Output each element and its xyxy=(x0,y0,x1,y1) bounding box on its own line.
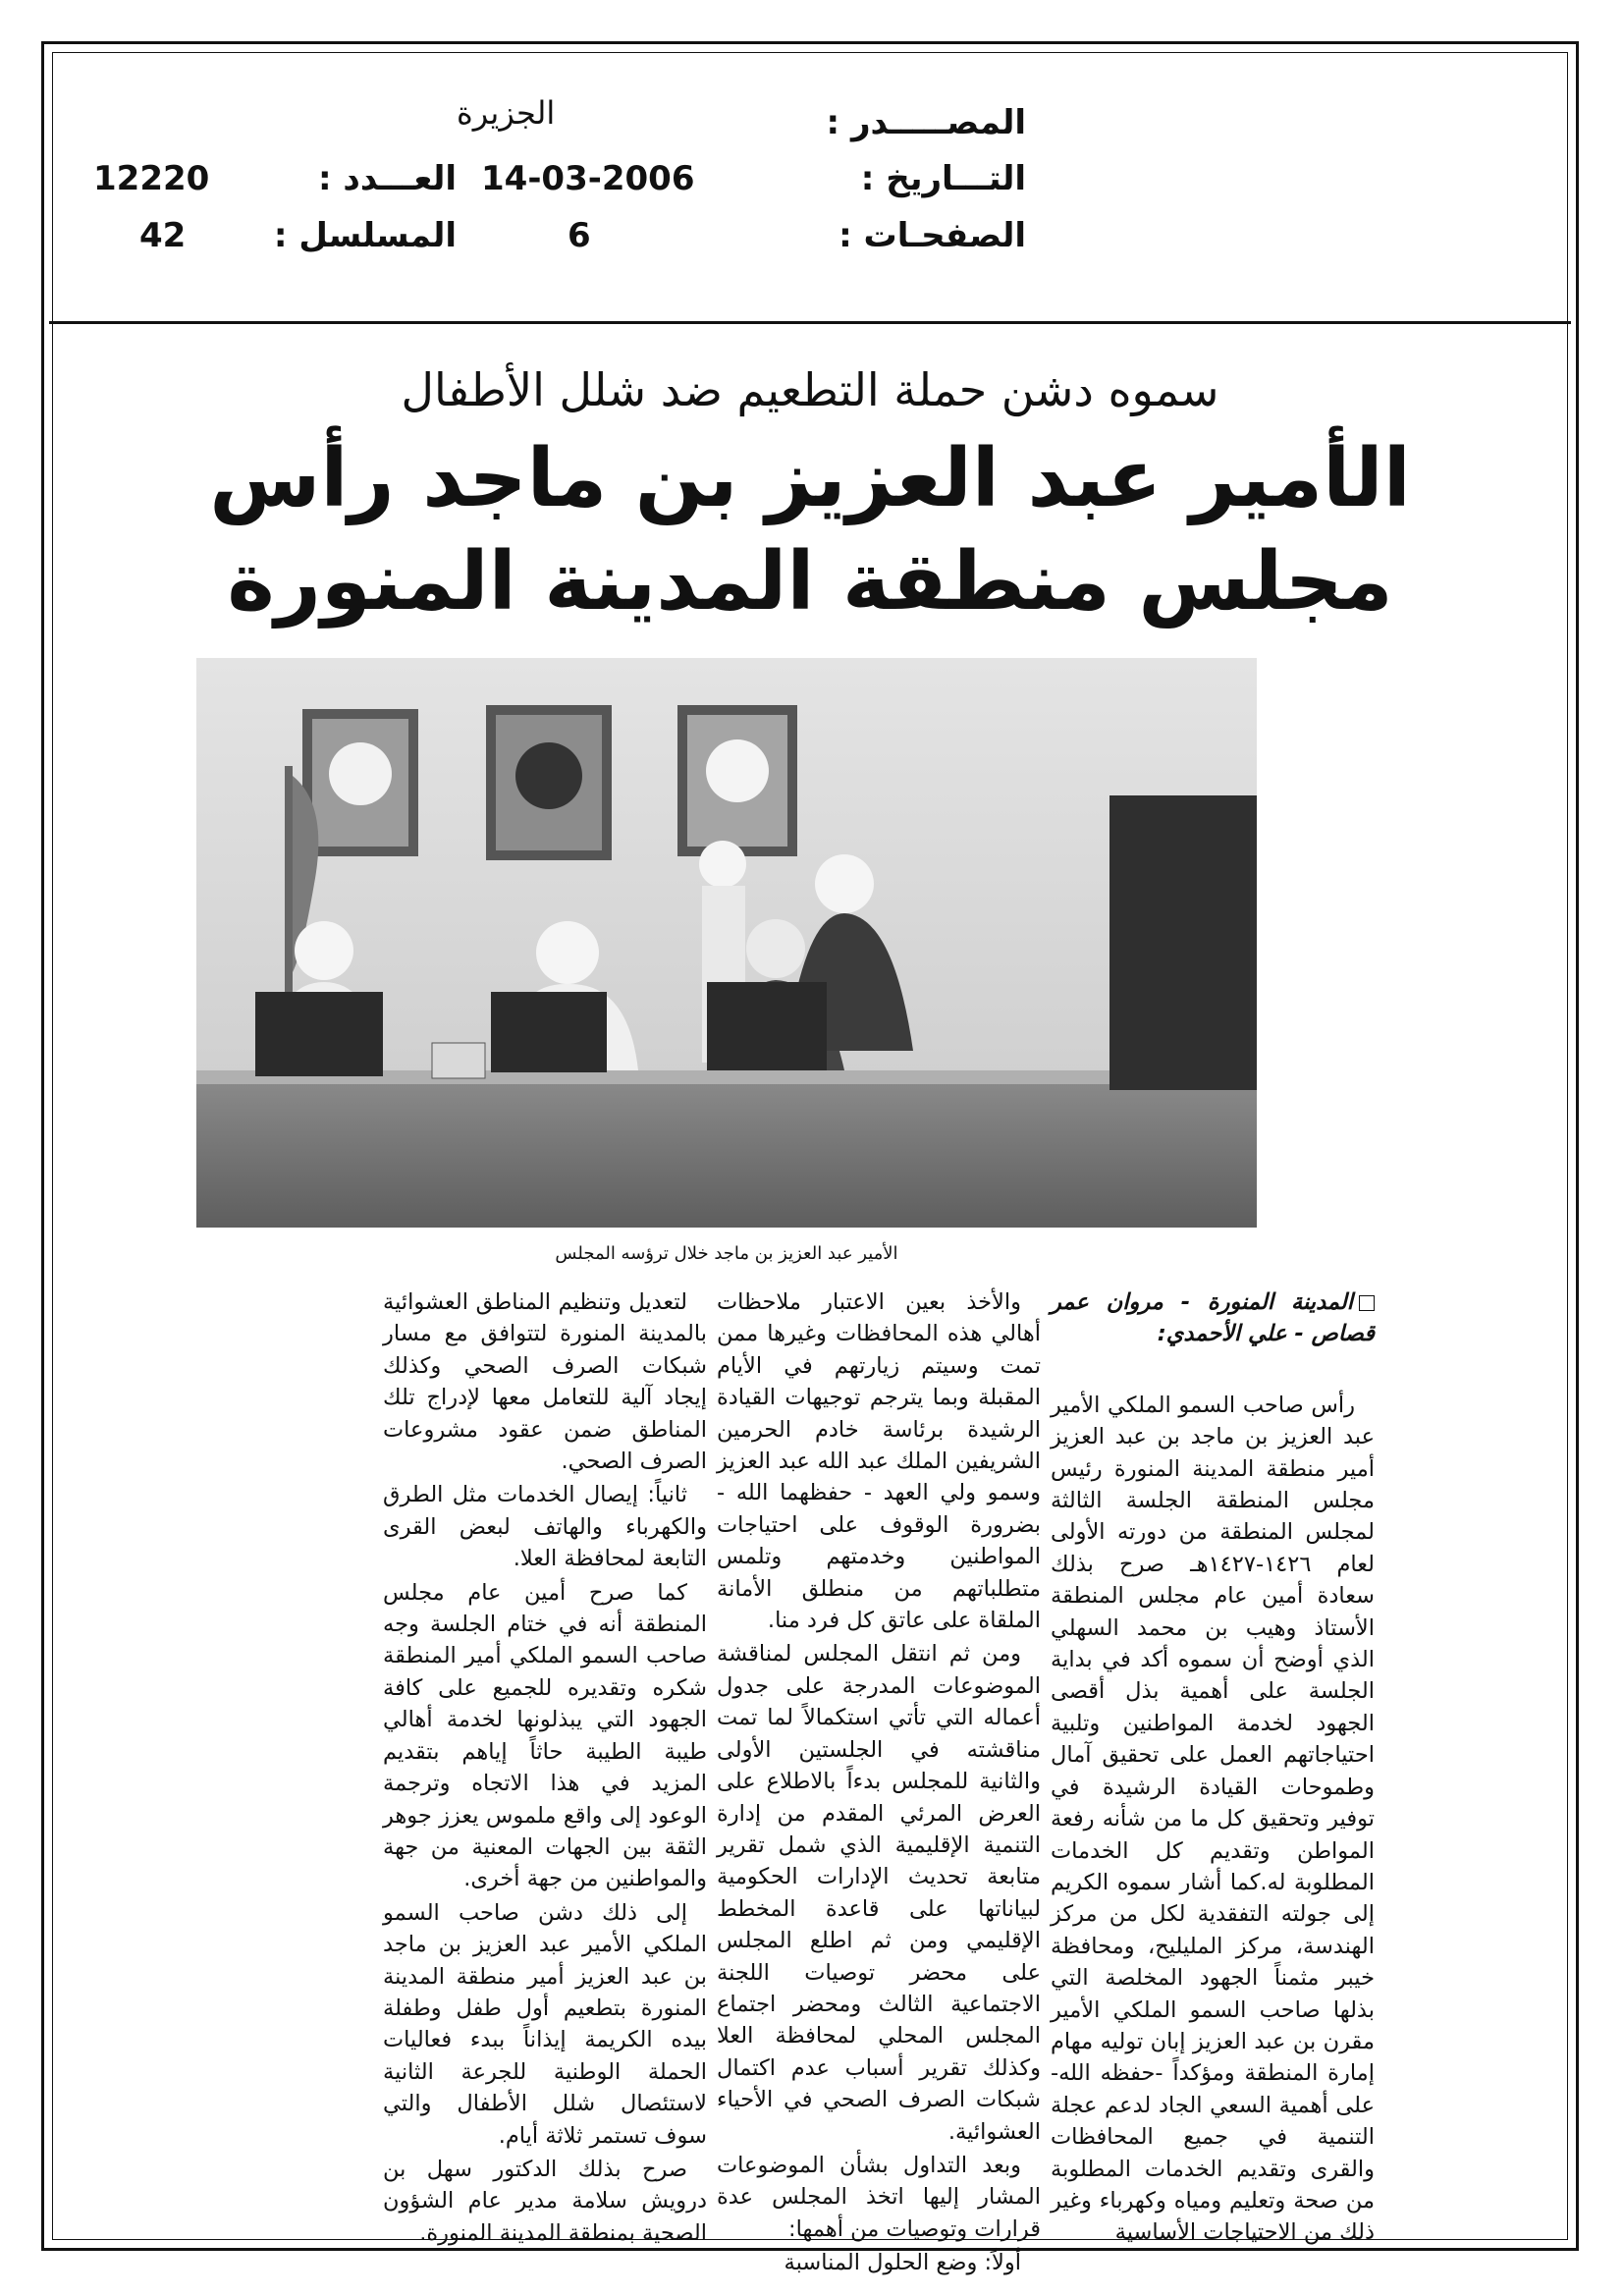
paragraph: إلى ذلك دشن صاحب السمو الملكي الأمير عبد العزيز بن ماجد بن عبد العزيز أمير منطقة المدينة المنورة بتطعيم أول طفل وطفلة بيده الكريمة إيذاناً ببدء فعاليات الحملة الوطنية للجرعة الثانية لاستئصال شلل الأطفال والتي سوف تستمر ثلاثة أيام. xyxy=(383,1899,707,2149)
article-kicker: سموه دشن حملة التطعيم ضد شلل الأطفال xyxy=(401,363,1219,416)
byline-text: المدينة المنورة - مروان عمر قصاص - علي الأحمدي: xyxy=(1051,1289,1375,1347)
meeting-photo-illustration xyxy=(196,658,1257,1228)
photo-caption: الأمير عبد العزيز بن ماجد خلال ترؤسه المجلس xyxy=(555,1243,898,1264)
pages-label: الصفحـات : xyxy=(839,216,1026,255)
serial-label: المسلسل : xyxy=(273,216,457,255)
column-right xyxy=(1051,1286,1375,2246)
article-photo xyxy=(196,658,1257,1228)
paragraph: ومن ثم انتقل المجلس لمناقشة الموضوعات المدرجة على جدول أعماله التي تأتي استكمالاً لما تمت مناقشته في الجلستين الأولى والثانية للمجلس بدءاً بالاطلاع على العرض المرئي المقدم من إدارة التنمية الإقليمية الذي شمل تقرير متابعة تحديث الإدارات الحكومية لبياناتها على قاعدة المخطط الإقليمي ومن ثم اطلع المجلس على محضر توصيات اللجنة الاجتماعية الثالث ومحضر اجتماع المجلس المحلي لمحافظة العلا وكذلك تقرير أسباب عدم اكتمال شبكات الصرف الصحي في الأحياء العشوائية. xyxy=(717,1641,1041,2145)
headline-line-2: مجلس منطقة المدينة المنورة xyxy=(227,535,1393,629)
date-value: 14-03-2006 xyxy=(481,159,695,198)
issue-label: العـــدد : xyxy=(318,159,457,198)
paragraph: والأخذ بعين الاعتبار ملاحظات أهالي هذه المحافظات وغيرها ممن تمت وسيتم زيارتهم في الأيام المقبلة وبما يترجم توجيهات القيادة الرشيدة برئاسة خادم الحرمين الشريفين الملك عبد الله عبد العزيز وسمو ولي العهد - حفظهما الله - بضرورة الوقوف على احتياجات المواطنين وخدمتهم وتلمس متطلباتهم من منطلق الأمانة الملقاة على عاتق كل فرد منا. xyxy=(717,1289,1041,1634)
column-left xyxy=(383,1286,707,2246)
issue-value: 12220 xyxy=(93,159,210,198)
article-byline xyxy=(1051,1286,1375,1350)
headline-line-1: الأمير عبد العزيز بن ماجد رأس xyxy=(209,432,1411,525)
article xyxy=(49,334,1571,2276)
source-label: المصـــــدر : xyxy=(826,103,1026,142)
paragraph: وبعد التداول بشأن الموضوعات المشار إليها اتخذ المجلس عدة قرارات وتوصيات من أهمها: xyxy=(717,2152,1041,2242)
byline-box-icon xyxy=(1359,1295,1375,1311)
paragraph: ثانياً: إيصال الخدمات مثل الطرق والكهرباء والهاتف لبعض القرى التابعة لمحافظة العلا. xyxy=(383,1482,707,1572)
pages-value: 6 xyxy=(568,216,591,255)
paragraph: كما صرح أمين عام مجلس المنطقة أنه في ختام الجلسة وجه صاحب السمو الملكي أمير المنطقة شكره وتقديره للجميع على كافة الجهود التي يبذلونها لخدمة أهالي طيبة الطيبة حاثاً إياهم بتقديم المزيد في هذا الاتجاه وترجمة الوعود إلى واقع ملموس يعزز جوهر الثقة بين الجهات المعنية من جهة والمواطنين من جهة أخرى. xyxy=(383,1579,707,1892)
paragraph: رأس صاحب السمو الملكي الأمير عبد العزيز بن ماجد بن عبد العزيز أمير منطقة المدينة المنورة رئيس مجلس المنطقة الجلسة الثالثة لمجلس المنطقة من دورته الأولى لعام ١٤٢٦-١٤٢٧هـ صرح بذلك سعادة أمين عام مجلس المنطقة الأستاذ وهيب بن محمد السهلي الذي أوضح أن سموه أكد في بداية الجلسة على أهمية بذل أقصى الجهود لخدمة المواطنين وتلبية احتياجاتهم العمل على تحقيق آمال وطموحات القيادة الرشيدة في توفير وتحقيق كل ما من شأنه رفعة المواطن وتقديم كل الخدمات المطلوبة له.كما أشار سموه الكريم إلى جولته التفقدية لكل من مركز الهندسة، مركز المليليح، ومحافظة خيبر مثمناً الجهود المخلصة التي بذلها صاحب السمو الملكي الأمير مقرن بن عبد العزيز إبان توليه مهام إمارة المنطقة ومؤكداً -حفظه الله- على أهمية السعي الجاد لدعم عجلة التنمية في جميع المحافظات والقرى وتقديم الخدمات المطلوبة من صحة وتعليم ومياه وكهرباء وغير ذلك من الاحتياجات الأساسية xyxy=(1051,1392,1375,2246)
clipping-header xyxy=(49,49,1571,324)
paragraph: أولاً: وضع الحلول المناسبة xyxy=(784,2250,1021,2276)
source-value: الجزيرة xyxy=(457,94,556,132)
column-middle xyxy=(717,1286,1041,2276)
paragraph: صرح بذلك الدكتور سهل بن درويش سلامة مدير عام الشؤون الصحية بمنطقة المدينة المنورة. xyxy=(383,2156,707,2246)
date-label: التـــاريخ : xyxy=(860,159,1026,198)
paragraph: لتعديل وتنظيم المناطق العشوائية بالمدينة المنورة لتتوافق مع مسار شبكات الصرف الصحي وكذلك إيجاد آلية للتعامل معها لإدراج تلك المناطق ضمن عقود مشروعات الصرف الصحي. xyxy=(383,1289,707,1475)
serial-value: 42 xyxy=(139,216,187,255)
